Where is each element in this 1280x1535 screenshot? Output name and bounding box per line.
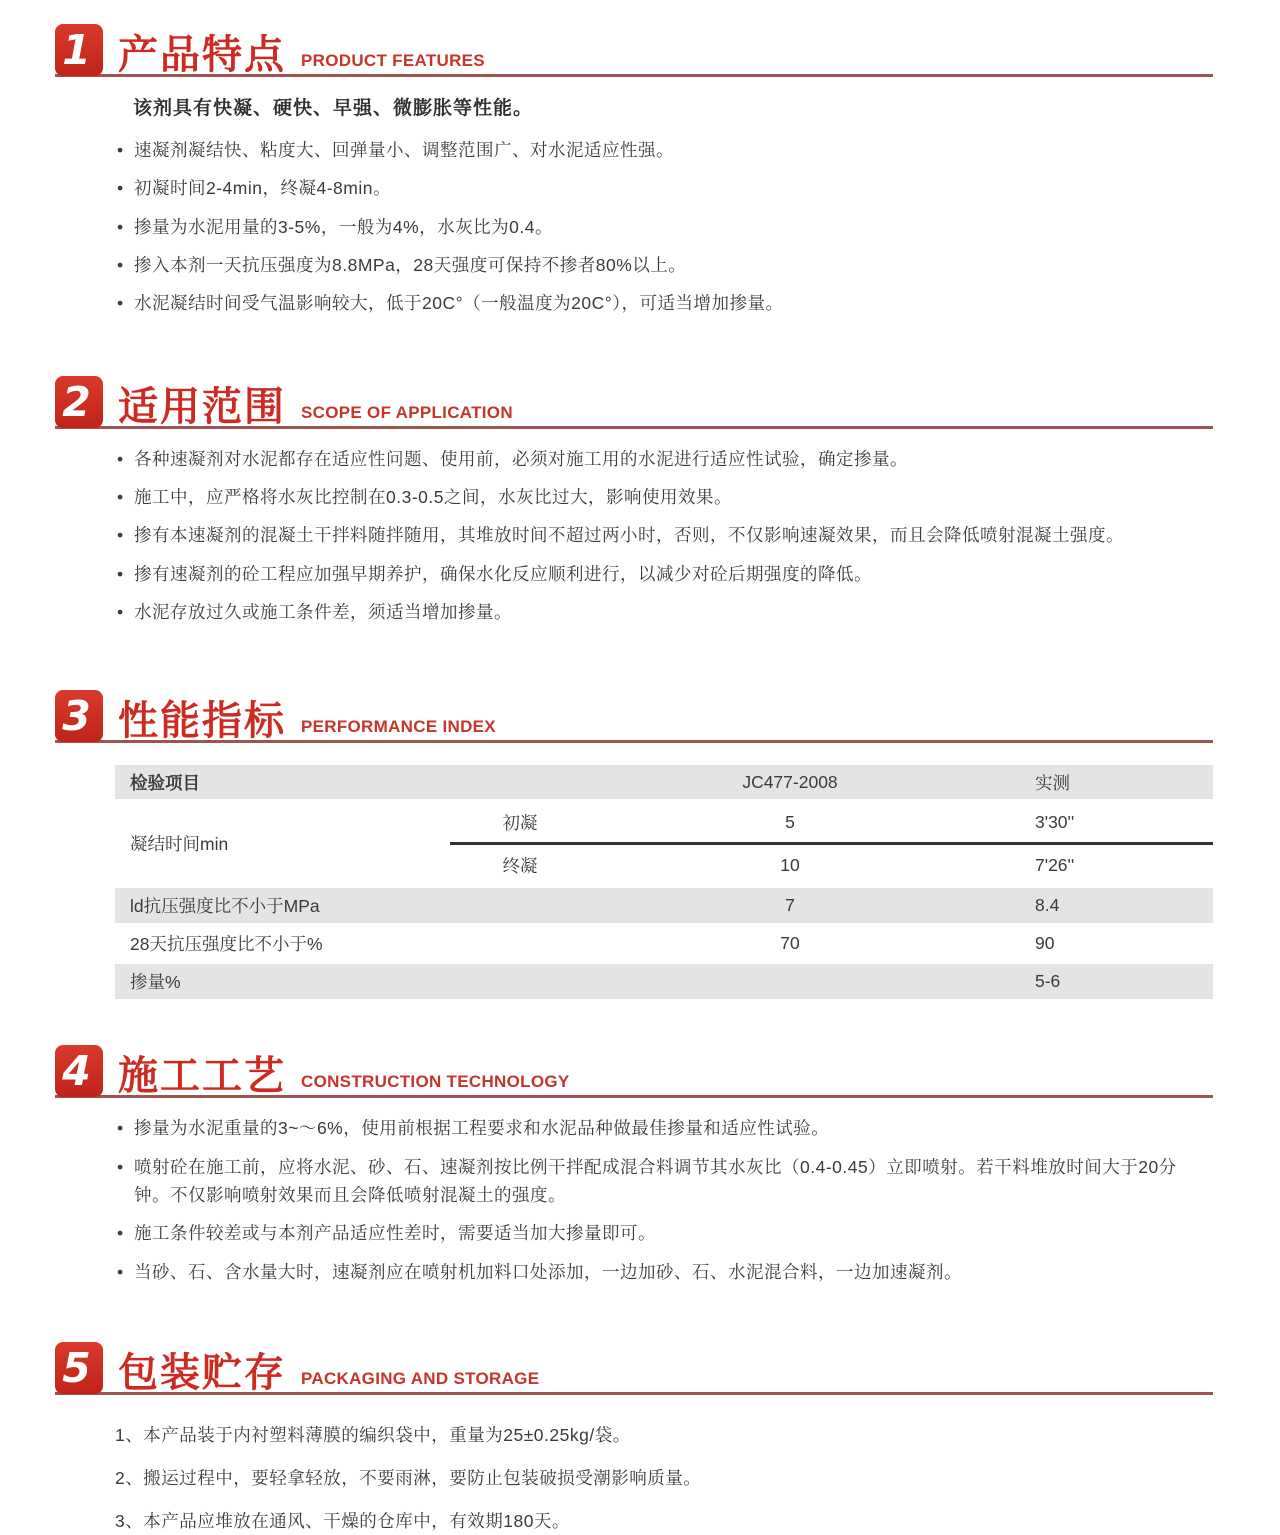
table-cell: 初凝 [502, 812, 538, 833]
section-4-subtitle: CONSTRUCTION TECHNOLOGY [301, 1072, 570, 1092]
numbered-item: 2、搬运过程中，要轻拿轻放，不要雨淋，要防止包装破损受潮影响质量。 [115, 1468, 702, 1489]
section-1-title: 产品特点 [118, 33, 286, 77]
section-2-number-badge: 2 [55, 376, 103, 428]
table-row-setting-time [115, 802, 1213, 885]
bullet-item: • 速凝剂凝结快、粘度大、回弹量小、调整范围广、对水泥适应性强。 [115, 136, 1203, 164]
table-subrow-final-set [450, 842, 1213, 885]
section-3-header [55, 690, 1213, 743]
bullet-item: • 掺量为水泥用量的3-5%，一般为4%，水灰比为0.4。 [115, 213, 1203, 241]
section-4-number-badge: 4 [55, 1045, 103, 1097]
column-header: 实测 [1035, 772, 1070, 793]
table-cell: 7 [785, 895, 795, 916]
numbered-item: 1、本产品装于内衬塑料薄膜的编织袋中，重量为25±0.25kg/袋。 [115, 1425, 631, 1446]
table-row [115, 964, 1213, 999]
section-5-items [115, 1421, 1280, 1535]
bullet-item: • 掺量为水泥重量的3~～6%，使用前根据工程要求和水泥品种做最佳掺量和适应性试验。 [115, 1114, 1203, 1142]
section-2-bullets [115, 445, 1203, 627]
bullet-item: • 初凝时间2-4min，终凝4-8min。 [115, 174, 1203, 202]
setting-time-subrows [450, 802, 1213, 885]
table-cell: 10 [780, 854, 800, 875]
table-cell: 3'30'' [1035, 811, 1075, 832]
table-cell: 5 [785, 811, 795, 832]
bullet-item: • 各种速凝剂对水泥都存在适应性问题、使用前，必须对施工用的水泥进行适应性试验，确定掺量。 [115, 445, 1203, 473]
section-1-number-badge: 1 [55, 24, 103, 76]
numbered-item: 3、本产品应堆放在通风、干燥的仓库中，有效期180天。 [115, 1511, 570, 1532]
table-cell-label: ld抗压强度比不小于MPa [130, 896, 320, 917]
section-packaging-storage [0, 1342, 1280, 1535]
table-cell-label: 28天抗压强度比不小于% [130, 934, 323, 955]
table-cell: 70 [780, 933, 800, 954]
table-row [115, 888, 1213, 923]
bullet-item: • 施工条件较差或与本剂产品适应性差时，需要适当加大掺量即可。 [115, 1219, 1203, 1247]
section-1-intro: 该剂具有快凝、硬快、早强、微膨胀等性能。 [133, 98, 534, 119]
section-5-subtitle: PACKAGING AND STORAGE [301, 1369, 540, 1389]
section-2-header [55, 376, 1213, 429]
column-header: JC477-2008 [742, 771, 838, 792]
bullet-item: • 当砂、石、含水量大时，速凝剂应在喷射机加料口处添加，一边加砂、石、水泥混合料，一边加速凝剂。 [115, 1258, 1203, 1286]
section-5-header [55, 1342, 1213, 1395]
section-1-subtitle: PRODUCT FEATURES [301, 51, 485, 70]
bullet-item: • 掺入本剂一天抗压强度为8.8MPa，28天强度可保持不掺者80%以上。 [115, 251, 1203, 279]
section-3-title: 性能指标 [118, 699, 286, 744]
table-cell: 7'26'' [1035, 854, 1075, 875]
column-header: 检验项目 [130, 772, 200, 793]
section-1-bullets [115, 136, 1203, 318]
bullet-item: • 喷射砼在施工前，应将水泥、砂、石、速凝剂按比例干拌配成混合料调节其水灰比（0.4-0.45）立即喷射。若干料堆放时间大于20分钟。不仅影响喷射效果而且会降低喷射混凝土的强度。 [115, 1153, 1203, 1210]
table-cell: 终凝 [502, 855, 538, 876]
performance-table-header-row [115, 765, 1213, 799]
section-3-number-badge: 3 [55, 690, 103, 742]
section-3-subtitle: PERFORMANCE INDEX [301, 717, 496, 737]
performance-table [115, 765, 1213, 999]
bullet-item: • 水泥凝结时间受气温影响较大，低于20C°（一般温度为20C°），可适当增加掺量。 [115, 289, 1203, 317]
table-row [115, 926, 1213, 961]
section-scope-of-application [0, 376, 1280, 627]
table-subrow-initial-set [450, 802, 1213, 842]
table-cell: 5-6 [1035, 971, 1061, 992]
table-cell-label: 凝结时间min [130, 834, 229, 855]
section-2-title: 适用范围 [118, 384, 286, 429]
section-performance-index [0, 690, 1280, 999]
section-5-number-badge: 5 [55, 1342, 103, 1394]
section-product-features [0, 0, 1280, 318]
bullet-item: • 水泥存放过久或施工条件差，须适当增加掺量。 [115, 598, 1203, 626]
section-1-header [55, 24, 1213, 77]
section-construction-technology [0, 1045, 1280, 1286]
section-5-title: 包装贮存 [118, 1351, 286, 1396]
section-4-header [55, 1045, 1213, 1098]
bullet-item: • 掺有速凝剂的砼工程应加强早期养护，确保水化反应顺利进行，以减少对砼后期强度的降低。 [115, 560, 1203, 588]
table-cell-label: 掺量% [130, 972, 181, 993]
section-2-subtitle: SCOPE OF APPLICATION [301, 402, 513, 422]
bullet-item: • 施工中，应严格将水灰比控制在0.3-0.5之间，水灰比过大，影响使用效果。 [115, 483, 1203, 511]
table-cell: 8.4 [1035, 895, 1060, 916]
section-4-bullets [115, 1114, 1203, 1286]
section-4-title: 施工工艺 [118, 1054, 286, 1099]
table-cell: 90 [1035, 933, 1055, 954]
bullet-item: • 掺有本速凝剂的混凝土干拌料随拌随用，其堆放时间不超过两小时，否则，不仅影响速凝效果，而且会降低喷射混凝土强度。 [115, 521, 1203, 549]
